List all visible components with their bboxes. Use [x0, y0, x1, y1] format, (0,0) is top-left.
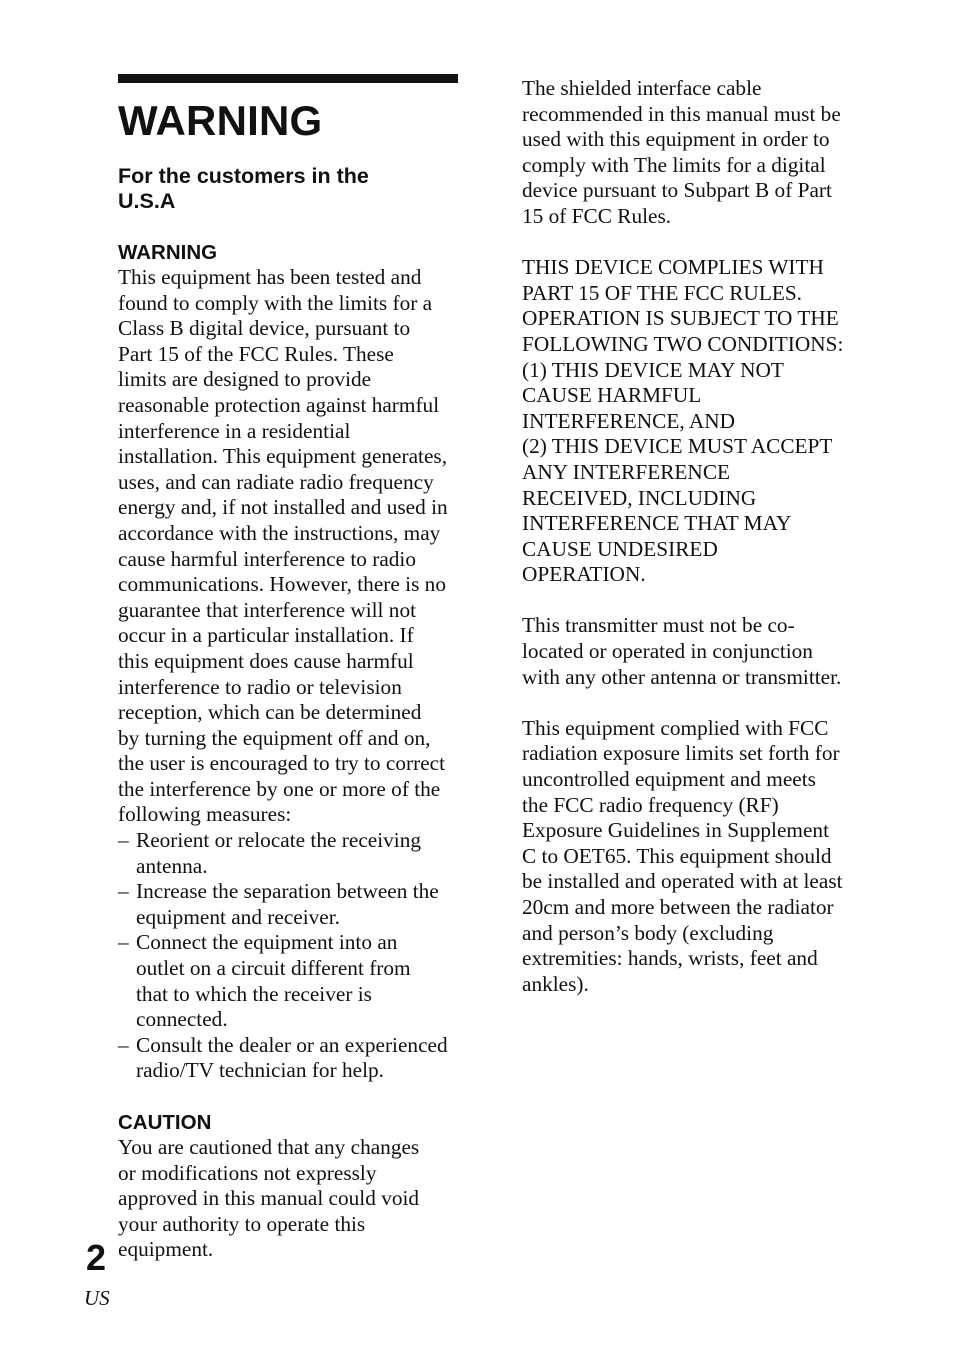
text-line: You are cautioned that any changes	[118, 1135, 420, 1159]
text-line: reasonable protection against harmful	[118, 392, 440, 417]
text-line: Connect the equipment into an	[136, 930, 398, 955]
text-line: communications. However, there is no	[118, 572, 446, 597]
text-line: This transmitter must not be co-	[522, 613, 795, 638]
text-line: This equipment has been tested and	[118, 265, 422, 289]
dash-bullet: –	[118, 930, 129, 955]
shielded-cable-paragraph	[522, 76, 872, 230]
text-line: ANY INTERFERENCE	[522, 459, 731, 484]
page-number: 2	[86, 1237, 107, 1278]
text-line: outlet on a circuit different from	[136, 956, 411, 981]
text-line: C to OET65. This equipment should	[522, 843, 832, 868]
text-line: connected.	[136, 1007, 228, 1032]
text-line: recommended in this manual must be	[522, 101, 841, 126]
text-line: comply with The limits for a digital	[522, 152, 826, 177]
fcc-compliance-paragraph	[522, 255, 872, 588]
text-line: FOLLOWING TWO CONDITIONS:	[522, 331, 844, 356]
text-line: uses, and can radiate radio frequency	[118, 469, 434, 494]
list-item	[118, 930, 463, 1032]
text-line: accordance with the instructions, may	[118, 520, 441, 545]
text-line: radiation exposure limits set forth for	[522, 741, 840, 766]
text-line: 20cm and more between the radiator	[522, 895, 834, 919]
dash-bullet: –	[118, 879, 129, 904]
text-line: equipment.	[118, 1237, 214, 1262]
text-line: approved in this manual could void	[118, 1186, 420, 1211]
warning-paragraph	[118, 265, 463, 828]
text-line: cause harmful interference to radio	[118, 546, 417, 571]
text-line: interference to radio or television	[118, 674, 402, 699]
text-line: This equipment complied with FCC	[522, 715, 829, 740]
list-item	[118, 1033, 463, 1084]
text-line: limits are designed to provide	[118, 367, 372, 392]
text-line: be installed and operated with at least	[522, 869, 843, 894]
left-column	[118, 74, 463, 1263]
text-line: with any other antenna or transmitter.	[522, 664, 842, 689]
dash-bullet: –	[118, 828, 129, 853]
list-item	[118, 828, 463, 879]
text-line: Part 15 of the FCC Rules. These	[118, 341, 394, 366]
text-line: guarantee that interference will not	[118, 597, 417, 622]
text-line: radio/TV technician for help.	[136, 1058, 384, 1083]
text-line: Increase the separation between the	[136, 879, 439, 904]
transmitter-paragraph	[522, 613, 872, 690]
text-line: energy and, if not installed and used in	[118, 495, 448, 520]
text-line: Reorient or relocate the receiving	[136, 828, 422, 853]
text-line: the user is encouraged to try to correct	[118, 751, 446, 776]
list-item	[118, 879, 463, 930]
right-column	[522, 76, 872, 997]
text-line: your authority to operate this	[118, 1211, 366, 1236]
text-line: INTERFERENCE THAT MAY	[522, 511, 792, 536]
text-line: equipment and receiver.	[136, 904, 341, 929]
text-line: ankles).	[522, 971, 589, 996]
text-line: THIS DEVICE COMPLIES WITH	[522, 255, 824, 280]
region-code: US	[84, 1286, 110, 1310]
text-line: device pursuant to Subpart B of Part	[522, 178, 832, 203]
text-line: CAUSE UNDESIRED	[522, 536, 718, 561]
section-subtitle	[118, 164, 463, 214]
dash-bullet: –	[118, 1032, 129, 1057]
warning-heading: WARNING	[118, 241, 218, 264]
text-line: occur in a particular installation. If	[118, 623, 414, 648]
text-line: extremities: hands, wrists, feet and	[522, 946, 818, 971]
text-line: Consult the dealer or an experienced	[136, 1032, 448, 1057]
text-line: Exposure Guidelines in Supplement	[522, 818, 829, 843]
subtitle-line: U.S.A	[118, 189, 176, 213]
text-line: and person’s body (excluding	[522, 920, 774, 945]
caution-heading: CAUTION	[118, 1111, 212, 1134]
text-line: (2) THIS DEVICE MUST ACCEPT	[522, 434, 833, 459]
page-title: WARNING	[118, 97, 323, 144]
text-line: PART 15 OF THE FCC RULES.	[522, 280, 802, 305]
text-line: by turning the equipment off and on,	[118, 725, 431, 750]
text-line: OPERATION.	[522, 562, 646, 587]
text-line: this equipment does cause harmful	[118, 648, 414, 673]
text-line: interference in a residential	[118, 418, 351, 443]
title-rule	[118, 74, 458, 83]
caution-paragraph	[118, 1135, 463, 1263]
text-line: The shielded interface cable	[522, 76, 762, 100]
text-line: uncontrolled equipment and meets	[522, 767, 816, 792]
text-line: INTERFERENCE, AND	[522, 408, 735, 433]
text-line: RECEIVED, INCLUDING	[522, 485, 757, 510]
text-line: installation. This equipment generates,	[118, 444, 448, 469]
text-line: the interference by one or more of the	[118, 776, 441, 801]
text-line: (1) THIS DEVICE MAY NOT	[522, 357, 784, 382]
radiation-exposure-paragraph	[522, 716, 872, 998]
text-line: or modifications not expressly	[118, 1160, 377, 1185]
text-line: Class B digital device, pursuant to	[118, 316, 411, 341]
text-line: 15 of FCC Rules.	[522, 203, 672, 228]
text-line: the FCC radio frequency (RF)	[522, 792, 779, 817]
text-line: following measures:	[118, 802, 292, 827]
text-line: reception, which can be determined	[118, 700, 422, 725]
subtitle-line: For the customers in the	[118, 164, 369, 188]
measures-list	[118, 828, 463, 1084]
text-line: used with this equipment in order to	[522, 127, 830, 152]
text-line: CAUSE HARMFUL	[522, 383, 702, 408]
text-line: located or operated in conjunction	[522, 639, 813, 664]
text-line: that to which the receiver is	[136, 981, 372, 1006]
text-line: antenna.	[136, 853, 208, 878]
text-line: found to comply with the limits for a	[118, 290, 433, 315]
text-line: OPERATION IS SUBJECT TO THE	[522, 306, 839, 331]
